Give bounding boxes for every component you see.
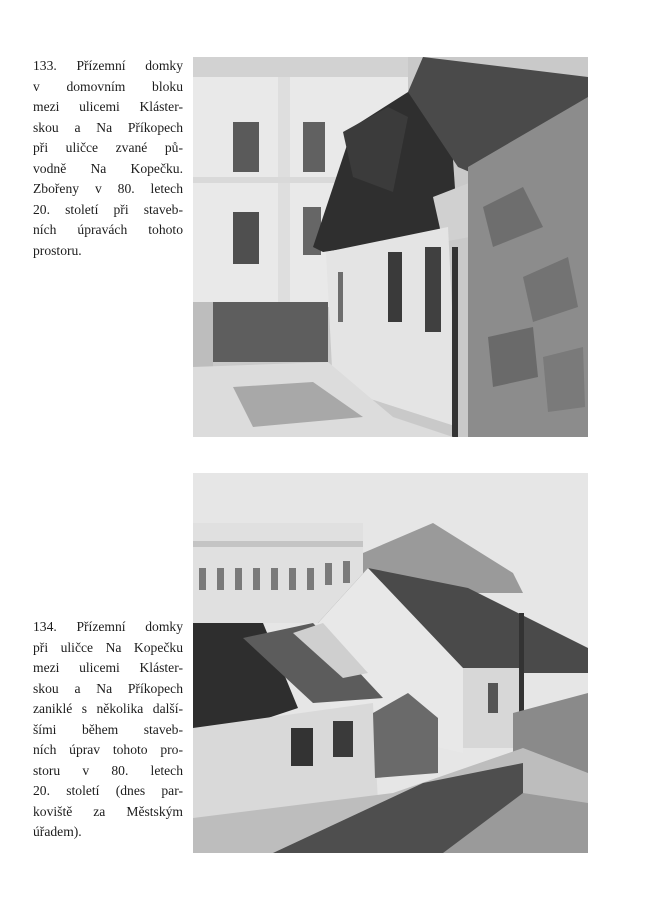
caption-line: při uličce zvané pů- [33,140,183,155]
photo-illustration [193,57,588,437]
caption-line: 20. století při staveb- [33,201,183,217]
caption-line: 20. století (dnes par- [33,783,183,798]
caption-line: prostoru. [33,242,82,258]
caption-line: Zbořeny v 80. letech [33,181,183,196]
caption-134 [33,617,183,843]
caption-line: v domovním bloku [33,78,183,94]
caption-line: 134. Přízemní domky [33,619,183,634]
caption-line: 133. Přízemní domky [33,58,183,73]
photo-houses-alley-133 [193,57,588,437]
photo-houses-na-kopecku-134 [193,473,588,853]
caption-line: vodně Na Kopečku. [33,160,183,176]
photo-illustration [193,473,588,853]
caption-line: skou a Na Příkopech [33,680,183,696]
caption-line: ních úprav tohoto pro- [33,742,183,757]
caption-line: storu v 80. letech [33,762,183,778]
caption-line: zaniklé s několika další- [33,701,183,716]
caption-line: mezi ulicemi Kláster- [33,660,183,675]
caption-line: koviště za Městským [33,803,183,819]
caption-line: úřadem). [33,824,82,839]
caption-line: ních úpravách tohoto [33,222,183,237]
caption-line: mezi ulicemi Kláster- [33,99,183,114]
caption-line: šími během staveb- [33,721,183,737]
caption-133 [33,56,183,261]
caption-line: při uličce Na Kopečku [33,639,183,655]
caption-line: skou a Na Příkopech [33,119,183,135]
